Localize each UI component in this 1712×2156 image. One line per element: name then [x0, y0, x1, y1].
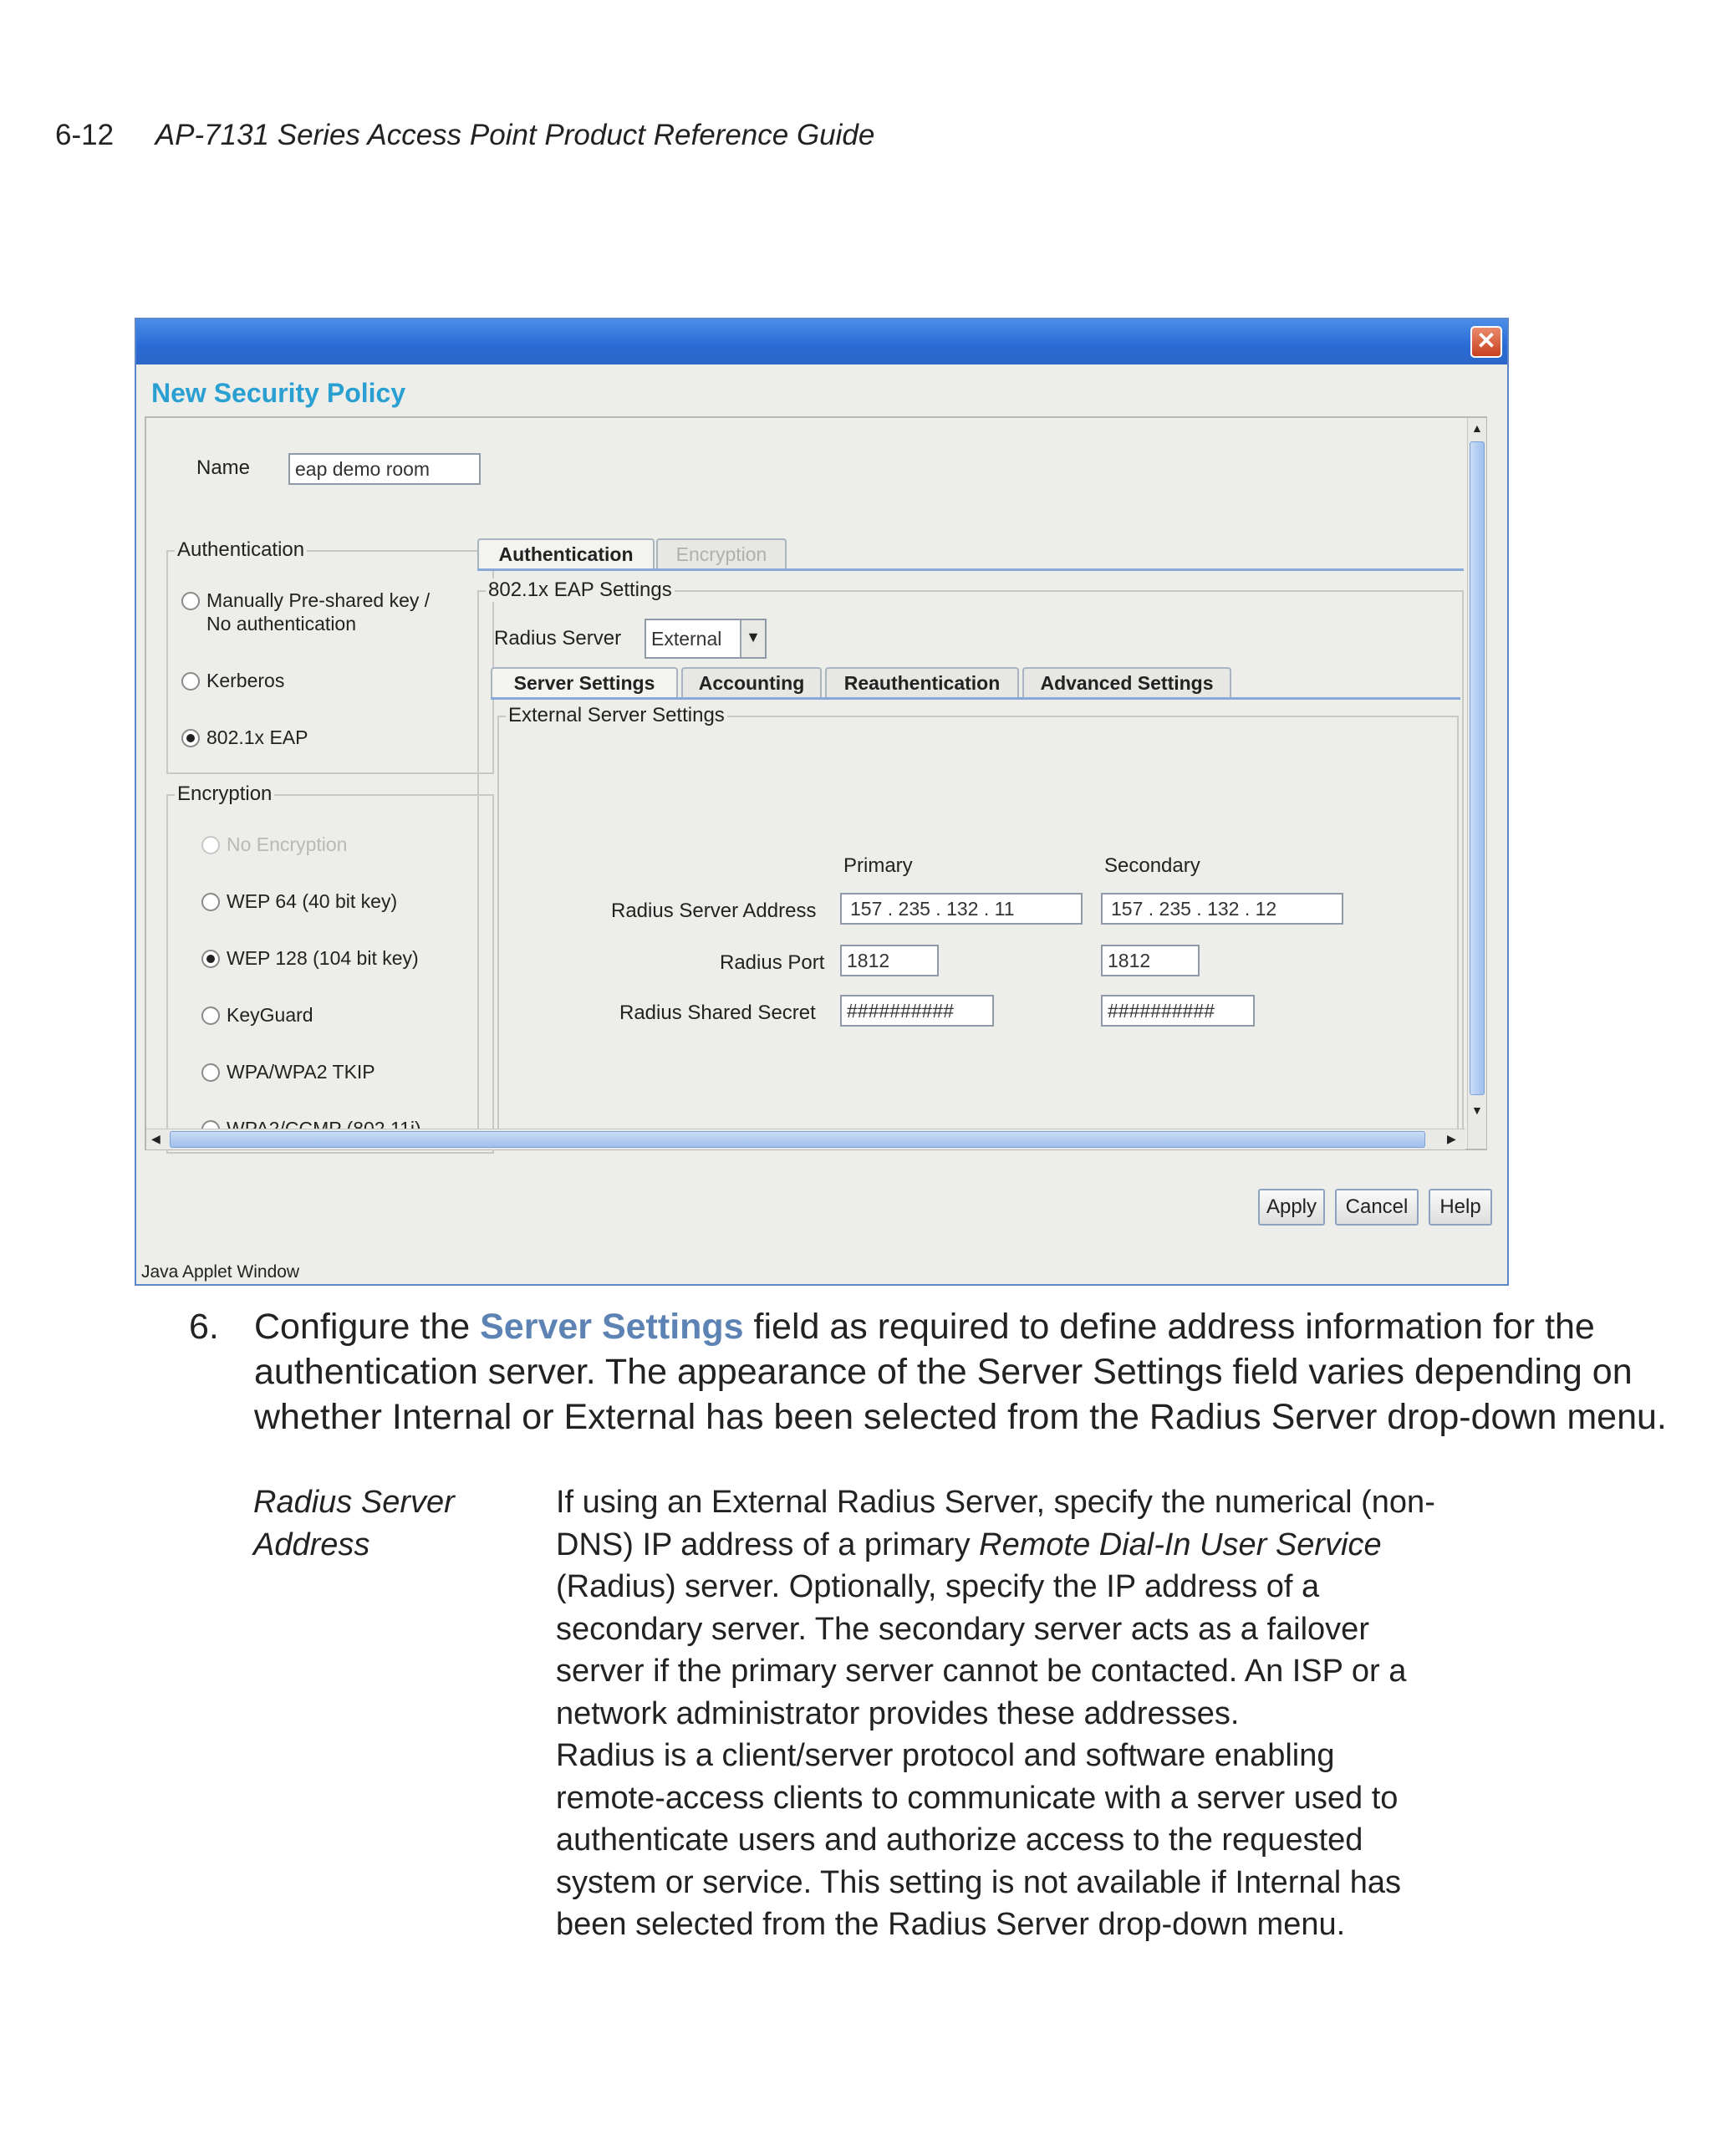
encryption-group — [166, 782, 494, 1154]
enc-option-label: KeyGuard — [227, 1004, 313, 1026]
definition-term: Radius Server Address — [253, 1485, 455, 1562]
enc-radio-none[interactable] — [201, 833, 347, 856]
enc-radio-keyguard[interactable] — [201, 1003, 313, 1027]
tab-reauthentication[interactable]: Reauthentication — [825, 667, 1019, 699]
radius-secret-label: Radius Shared Secret — [619, 1002, 816, 1024]
enc-radio-wep64[interactable] — [201, 889, 397, 913]
definition-body — [556, 1481, 1442, 1946]
def-p1-start: If using an External Radius Server, specify the numerical (non-DNS) IP address of a primary — [556, 1485, 1435, 1562]
enc-option-label: WPA/WPA2 TKIP — [227, 1061, 375, 1083]
enc-radio-wep128[interactable] — [201, 946, 419, 970]
radio-icon — [181, 592, 200, 610]
cancel-button[interactable]: Cancel — [1335, 1189, 1419, 1226]
tab-server-settings[interactable]: Server Settings — [491, 667, 678, 699]
vertical-scroll-thumb[interactable] — [1470, 441, 1485, 1095]
window-titlebar — [136, 319, 1507, 364]
primary-secret-input[interactable]: ########## — [840, 995, 994, 1027]
scroll-down-icon[interactable]: ▼ — [1471, 1103, 1483, 1117]
primary-port-input[interactable]: 1812 — [840, 945, 939, 976]
radius-server-select[interactable] — [645, 619, 767, 659]
tab-underline — [477, 568, 1464, 571]
subtab-underline — [491, 697, 1460, 700]
auth-radio-8021x-eap[interactable] — [181, 726, 308, 749]
auth-radio-kerberos[interactable] — [181, 669, 284, 692]
scroll-up-icon[interactable]: ▲ — [1471, 421, 1483, 435]
security-policy-window — [135, 318, 1509, 1286]
radio-icon — [181, 672, 200, 691]
enc-option-label: WEP 128 (104 bit key) — [227, 947, 419, 969]
authentication-group-title: Authentication — [175, 538, 307, 562]
scroll-left-icon[interactable]: ◀ — [151, 1132, 160, 1145]
auth-option-label: 802.1x EAP — [206, 726, 308, 748]
scroll-right-icon[interactable]: ▶ — [1447, 1132, 1456, 1145]
guide-title: AP-7131 Series Access Point Product Reference Guide — [155, 119, 875, 151]
horizontal-scrollbar[interactable] — [146, 1129, 1465, 1149]
radio-icon — [201, 893, 220, 911]
tab-authentication[interactable]: Authentication — [477, 538, 655, 570]
auth-radio-manual-psk[interactable] — [181, 589, 430, 635]
radio-icon — [201, 1007, 220, 1025]
radio-icon — [201, 950, 220, 968]
vertical-scrollbar[interactable] — [1467, 418, 1486, 1149]
external-server-group — [497, 704, 1459, 1140]
horizontal-scroll-thumb[interactable] — [170, 1131, 1425, 1148]
page-number: 6-12 — [55, 119, 115, 151]
step-text-start: Configure the — [254, 1307, 481, 1347]
external-server-title: External Server Settings — [506, 704, 727, 727]
primary-address-input[interactable]: 157 . 235 . 132 . 11 — [840, 893, 1083, 925]
help-button[interactable]: Help — [1429, 1189, 1492, 1226]
policy-content-panel — [145, 416, 1487, 1150]
name-input[interactable]: eap demo room — [288, 453, 481, 485]
window-title: New Security Policy — [151, 378, 406, 408]
step-text-end: field as required to define address information for the authentication server. The appearance of the Server Settings field varies depending on whether Internal or External has been selected from the Radius Server drop-down menu. — [254, 1307, 1667, 1437]
encryption-group-title: Encryption — [175, 782, 274, 806]
primary-header: Primary — [843, 854, 913, 877]
step-highlight: Server Settings — [480, 1307, 744, 1347]
def-p1-end: (Radius) server. Optionally, specify the IP address of a secondary server. The secondary server acts as a failover server if the primary server cannot be contacted. An ISP or a network administrator provides these addresses. — [556, 1569, 1407, 1731]
radius-server-value: External — [651, 628, 722, 650]
auth-option-label: Kerberos — [206, 670, 285, 691]
secondary-secret-input[interactable]: ########## — [1101, 995, 1255, 1027]
close-icon[interactable]: ✕ — [1470, 326, 1502, 358]
tab-encryption[interactable]: Encryption — [656, 538, 787, 570]
def-p1-italic: Remote Dial-In User Service — [979, 1527, 1382, 1562]
authentication-group — [166, 538, 494, 774]
radius-address-label: Radius Server Address — [611, 900, 817, 922]
definition-paragraph-2: Radius is a client/server protocol and software enabling remote-access clients to communicate with a server used to authenticate users and authorize access to the requested system or service. This setting is not available if Internal has been selected from the Radius Server drop-down menu. — [556, 1738, 1401, 1942]
radio-icon — [181, 729, 200, 747]
radius-port-label: Radius Port — [720, 951, 825, 974]
status-bar: Java Applet Window — [141, 1262, 300, 1282]
tab-accounting[interactable]: Accounting — [681, 667, 822, 699]
radio-icon — [201, 1063, 220, 1082]
secondary-header: Secondary — [1104, 854, 1200, 877]
enc-radio-wpa-tkip[interactable] — [201, 1060, 375, 1083]
auth-option-label: Manually Pre-shared key / No authentication — [206, 589, 431, 635]
apply-button[interactable]: Apply — [1258, 1189, 1325, 1226]
step-text — [254, 1304, 1692, 1440]
secondary-port-input[interactable]: 1812 — [1101, 945, 1200, 976]
enc-option-label: No Encryption — [227, 833, 348, 855]
radio-icon — [201, 836, 220, 854]
step-number: 6. — [189, 1307, 219, 1347]
eap-settings-title: 802.1x EAP Settings — [486, 579, 675, 602]
secondary-address-input[interactable]: 157 . 235 . 132 . 12 — [1101, 893, 1343, 925]
radius-server-label: Radius Server — [494, 627, 622, 650]
name-label: Name — [196, 456, 251, 479]
definition-paragraph-1 — [556, 1481, 1442, 1735]
enc-option-label: WEP 64 (40 bit key) — [227, 890, 398, 912]
tab-advanced-settings[interactable]: Advanced Settings — [1022, 667, 1231, 699]
page-header — [55, 119, 874, 152]
chevron-down-icon[interactable]: ▼ — [740, 620, 765, 657]
